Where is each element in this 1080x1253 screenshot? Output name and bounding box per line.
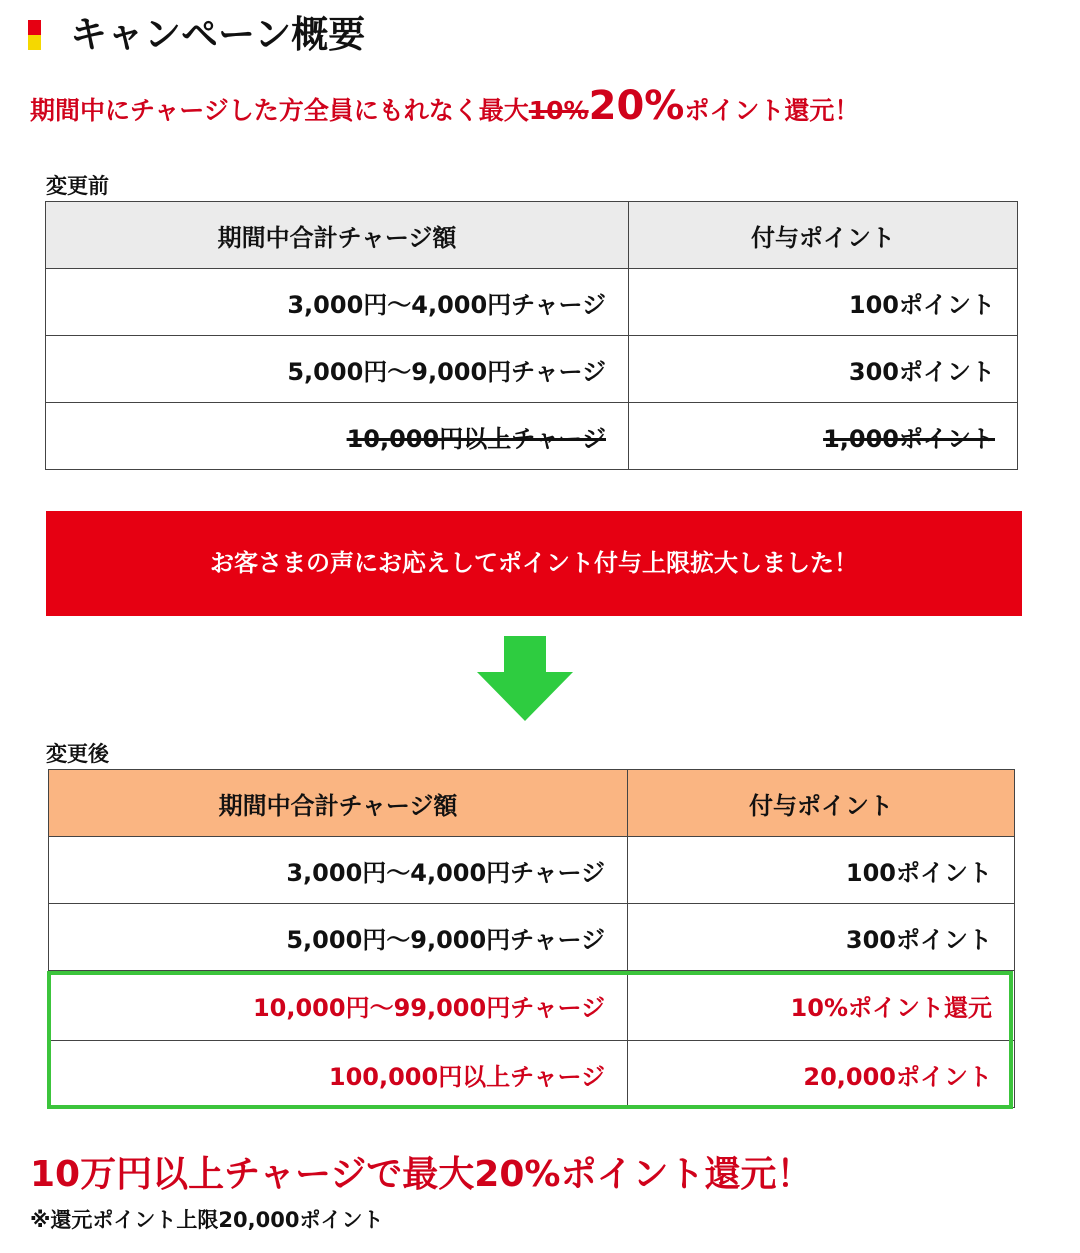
announcement-banner: お客さまの声にお応えしてポイント付与上限拡大しました！: [46, 511, 1022, 616]
table-row: [46, 269, 1018, 336]
table-row: [49, 837, 1015, 904]
amount-cell: 5,000円～9,000円チャージ: [46, 336, 629, 403]
lead-text-end: ポイント還元！: [684, 96, 860, 125]
amount-cell-struck: 10,000円以上チャージ: [46, 403, 629, 470]
section-marker-icon: [28, 20, 41, 50]
after-table: [48, 769, 1015, 1108]
footer-headline: 10万円以上チャージで最大20%ポイント還元！: [30, 1154, 813, 1195]
lead-emphasis-rate: 20%: [588, 83, 685, 129]
before-label: 変更前: [46, 174, 109, 198]
amount-cell-highlight: 100,000円以上チャージ: [49, 1041, 628, 1108]
header-amount: 期間中合計チャージ額: [49, 770, 628, 837]
header-points: 付与ポイント: [629, 202, 1018, 269]
amount-cell-highlight: 10,000円～99,000円チャージ: [49, 971, 628, 1041]
points-cell: 300ポイント: [628, 904, 1015, 971]
down-arrow-icon: [475, 636, 575, 721]
amount-cell: 3,000円～4,000円チャージ: [49, 837, 628, 904]
table-row: [49, 904, 1015, 971]
amount-cell: 5,000円～9,000円チャージ: [49, 904, 628, 971]
points-cell-highlight: 10%ポイント還元: [628, 971, 1015, 1041]
before-table: [45, 201, 1018, 470]
lead-struck-rate: 10%: [528, 96, 589, 125]
lead-text: 期間中にチャージした方全員にもれなく最大: [30, 96, 529, 125]
points-cell: 300ポイント: [629, 336, 1018, 403]
table-row-highlight: [49, 971, 1015, 1041]
page-title: キャンペーン概要: [70, 13, 366, 56]
table-header-row: [49, 770, 1015, 837]
points-cell-highlight: 20,000ポイント: [628, 1041, 1015, 1108]
table-row-highlight: [49, 1041, 1015, 1108]
after-label: 変更後: [46, 742, 109, 766]
amount-cell: 3,000円～4,000円チャージ: [46, 269, 629, 336]
points-cell-struck: 1,000ポイント: [629, 403, 1018, 470]
points-cell: 100ポイント: [629, 269, 1018, 336]
points-cell: 100ポイント: [628, 837, 1015, 904]
header-points: 付与ポイント: [628, 770, 1015, 837]
header-amount: 期間中合計チャージ額: [46, 202, 629, 269]
campaign-lead: [30, 76, 859, 136]
footer-note: ※還元ポイント上限20,000ポイント: [30, 1208, 384, 1232]
table-header-row: [46, 202, 1018, 269]
table-row: [46, 336, 1018, 403]
table-row-struck: [46, 403, 1018, 470]
